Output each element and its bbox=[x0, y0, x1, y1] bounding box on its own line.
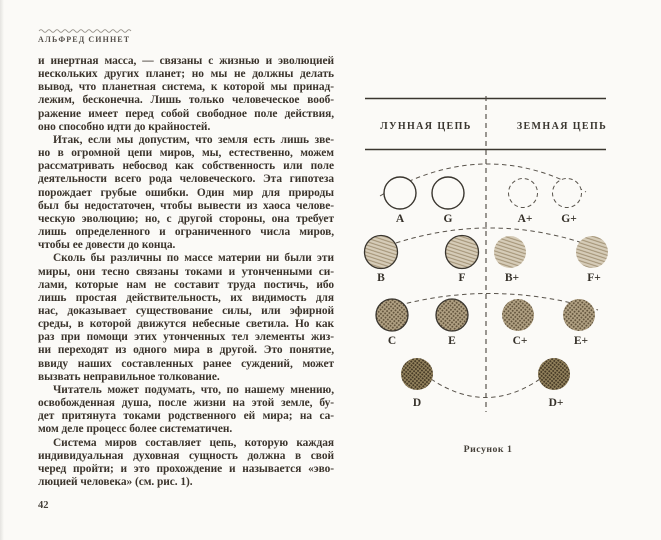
circle-label-A+: A+ bbox=[517, 213, 533, 225]
chain-worlds bbox=[365, 177, 609, 409]
figure-1 bbox=[340, 80, 661, 475]
circle-label-F: F bbox=[458, 272, 466, 284]
lunar-chain-title: ЛУННАЯ ЦЕПЬ bbox=[380, 121, 472, 132]
circle-C+ bbox=[502, 299, 534, 331]
circle-E bbox=[436, 299, 468, 331]
circle-label-B+: B+ bbox=[504, 272, 520, 284]
figure-caption: Рисунок 1 bbox=[463, 444, 513, 455]
text-line: среды, в которой движутся небесные светила. Но как bbox=[38, 318, 334, 331]
text-line: лами, которые нам не составит труда постичь, ибо bbox=[38, 278, 334, 291]
text-line: освобожденная душа, после жизни на этой земле, бу- bbox=[38, 397, 334, 410]
chain-arc bbox=[366, 228, 602, 254]
text-line: и инертная масса, — связаны с жизнью и эволюцией bbox=[38, 55, 334, 67]
text-line: вывод, что планетная система, к которой мы принад- bbox=[38, 81, 334, 94]
circle-label-E: E bbox=[448, 335, 456, 347]
text-line: Итак, если мы допустим, что земля есть лишь зве- bbox=[53, 133, 334, 146]
circle-A bbox=[384, 177, 416, 209]
circle-label-A: A bbox=[395, 213, 405, 225]
circle-B+ bbox=[494, 236, 526, 268]
paragraph bbox=[38, 384, 334, 437]
text-line: ражение имеет перед собой свободное поле действия, bbox=[38, 107, 334, 120]
text-line: миры, они тесно связаны токами и утонченными си- bbox=[38, 265, 334, 278]
circle-label-F+: F+ bbox=[587, 272, 601, 284]
squiggle-divider-icon bbox=[38, 27, 134, 33]
text-line: рассматривать небосвод как собственность или поле bbox=[38, 160, 334, 173]
circle-D+ bbox=[538, 358, 570, 390]
text-line: нескольких других планет; но мы не должны делать bbox=[38, 68, 334, 81]
page-edge-shadow bbox=[0, 0, 4, 540]
text-line: раз при помощи этих утонченных тел элементы жиз- bbox=[38, 331, 334, 344]
text-line: мом деле процесс более систематичен. bbox=[38, 423, 233, 436]
text-line: порождает грубые ошибки. Один мир для природы bbox=[38, 186, 334, 199]
circle-label-D+: D+ bbox=[548, 397, 564, 409]
text-line: дет притянута токами родственного ей мира; на са- bbox=[38, 410, 334, 423]
circle-C bbox=[376, 299, 408, 331]
text-line: ввиду наших составленных ранее суждений, может bbox=[38, 357, 334, 370]
circle-label-D: D bbox=[412, 397, 422, 409]
circle-label-G: G bbox=[443, 213, 453, 225]
circle-F bbox=[446, 236, 479, 269]
paragraph bbox=[38, 252, 334, 384]
text-line: чтобы ее довести до конца. bbox=[38, 239, 176, 252]
text-line: люцией человека» (см. рис. 1). bbox=[38, 476, 193, 488]
text-line: ни переходят из одного мира в другой. Это понятие, bbox=[38, 344, 334, 357]
page-number: 42 bbox=[38, 500, 49, 511]
circle-label-G+: G+ bbox=[561, 213, 577, 225]
running-head: АЛЬФРЕД СИННЕТ bbox=[38, 35, 131, 44]
text-line: лежим, бесконечна. Лишь только человеческое вооб- bbox=[38, 94, 334, 107]
running-head-block bbox=[38, 27, 134, 44]
body-text bbox=[38, 55, 334, 489]
text-line: деятельности всего рода человеческого. Эта гипотеза bbox=[38, 173, 334, 186]
text-line: нас, доказывает существование силы, или эфирной bbox=[38, 304, 334, 317]
paragraph bbox=[38, 55, 334, 134]
text-line: Сколь бы различны по массе материи ни были эти bbox=[53, 252, 334, 265]
text-line: Читатель может подумать, что, по нашему мнению, bbox=[53, 383, 334, 396]
text-line: индивидуальная духовная сущность должна в свой bbox=[38, 449, 334, 462]
text-line: оно способно идти до крайностей. bbox=[38, 120, 211, 133]
text-line: Система миров составляет цепь, которую каждая bbox=[53, 436, 334, 449]
paragraph bbox=[38, 134, 334, 252]
text-line: лишь простая действительность, их видимость для bbox=[38, 291, 334, 304]
circle-G bbox=[432, 177, 464, 209]
text-line: ческую эволюцию; но, с другой стороны, она требует bbox=[38, 212, 334, 225]
text-line: черед пройти; и это прохождение и называется «эво- bbox=[38, 462, 334, 475]
circle-label-E+: E+ bbox=[573, 335, 589, 347]
text-line: вызвать неправильное толкование. bbox=[38, 370, 220, 383]
text-line: но в огромной цепи миров, мы, естественно, можем bbox=[38, 147, 334, 160]
circle-A+ bbox=[509, 179, 538, 208]
paragraph bbox=[38, 437, 334, 490]
circle-G+ bbox=[553, 179, 582, 208]
circle-label-C: C bbox=[387, 335, 397, 347]
circle-D bbox=[401, 358, 433, 390]
circle-label-B: B bbox=[377, 272, 385, 284]
text-line: лишь определенного и ограниченного числа миров, bbox=[38, 226, 334, 239]
circle-label-C+: C+ bbox=[512, 335, 528, 347]
text-line: был бы недостаточен, чтобы вывести из хаоса челове- bbox=[38, 199, 334, 212]
circle-B bbox=[365, 236, 398, 269]
circle-F+ bbox=[576, 236, 608, 268]
earth-chain-title: ЗЕМНАЯ ЦЕПЬ bbox=[516, 121, 608, 132]
circle-E+ bbox=[563, 299, 595, 331]
